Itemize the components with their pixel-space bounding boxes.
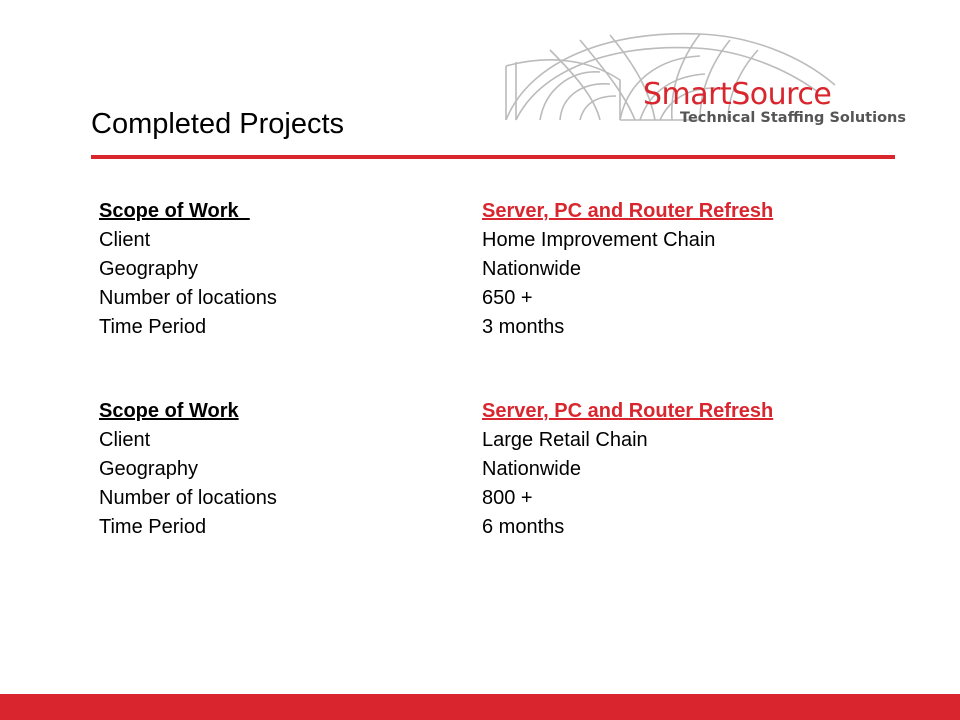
geography-row xyxy=(99,255,859,284)
logo-name: SmartSource xyxy=(643,77,832,112)
locations-value: 650 + xyxy=(482,287,533,309)
logo-tagline: Technical Staffing Solutions xyxy=(680,110,907,126)
client-row xyxy=(99,426,859,455)
scope-label: Scope of Work xyxy=(99,400,239,422)
scope-row xyxy=(99,197,859,226)
geography-row xyxy=(99,455,859,484)
period-label: Time Period xyxy=(99,316,207,338)
scope-value: Server, PC and Router Refresh xyxy=(482,200,774,222)
client-value: Large Retail Chain xyxy=(482,429,648,451)
title-divider xyxy=(91,155,895,159)
geography-value: Nationwide xyxy=(482,458,581,480)
locations-value: 800 + xyxy=(482,487,533,509)
scope-row xyxy=(99,397,859,426)
client-label: Client xyxy=(99,229,151,251)
client-row xyxy=(99,226,859,255)
geography-label: Geography xyxy=(99,458,198,480)
period-value: 3 months xyxy=(482,316,565,338)
locations-row xyxy=(99,484,859,513)
page-title: Completed Projects xyxy=(91,108,345,140)
period-row xyxy=(99,513,859,542)
footer-bar xyxy=(0,694,960,720)
scope-label: Scope of Work xyxy=(99,200,250,222)
project-block-2 xyxy=(99,397,859,542)
project-block-1 xyxy=(99,197,859,342)
geography-value: Nationwide xyxy=(482,258,581,280)
scope-value: Server, PC and Router Refresh xyxy=(482,400,774,422)
locations-label: Number of locations xyxy=(99,487,277,509)
client-label: Client xyxy=(99,429,151,451)
period-label: Time Period xyxy=(99,516,207,538)
period-row xyxy=(99,313,859,342)
period-value: 6 months xyxy=(482,516,565,538)
geography-label: Geography xyxy=(99,258,198,280)
locations-label: Number of locations xyxy=(99,287,277,309)
client-value: Home Improvement Chain xyxy=(482,229,716,251)
locations-row xyxy=(99,284,859,313)
